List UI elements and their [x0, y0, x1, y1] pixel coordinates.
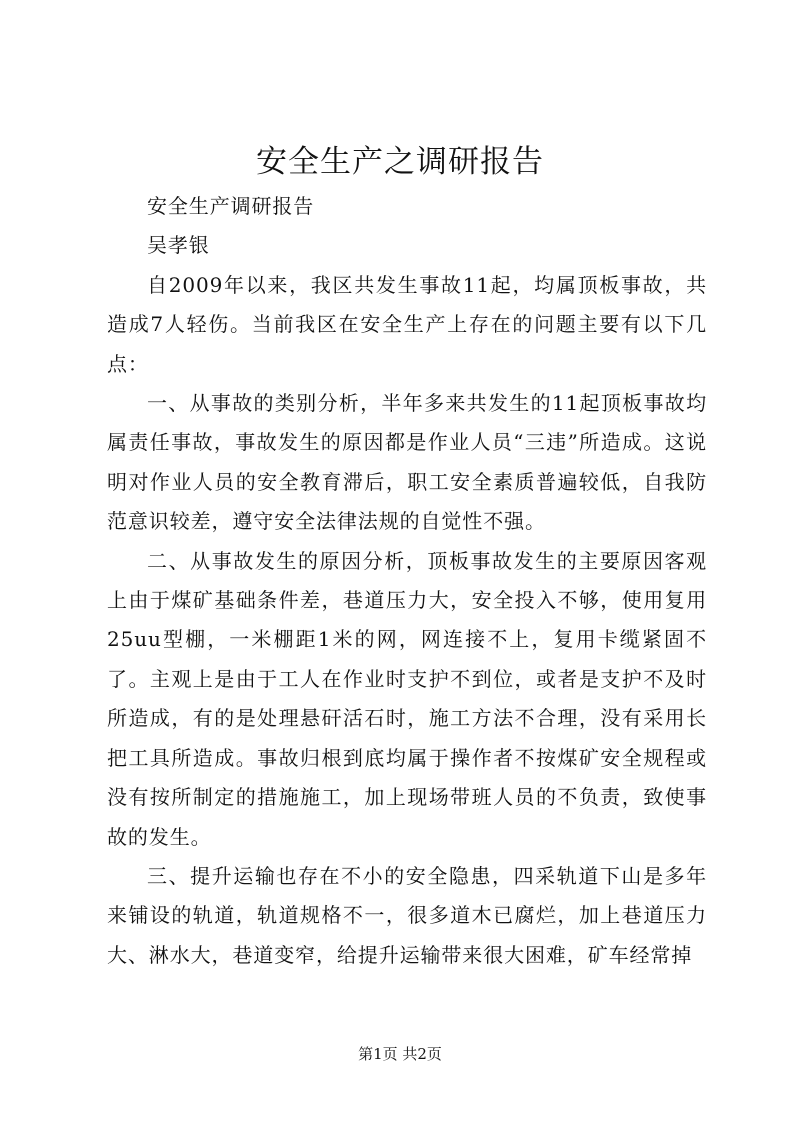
paragraph-point-2: 二、从事故发生的原因分析，顶板事故发生的主要原因客观上由于煤矿基础条件差，巷道压力大，安全投入不够，使用复用25uu型棚，一米棚距1米的网，网连接不上，复用卡缆紧固不了。主观上是由于工人在作业时支护不到位，或者是支护不及时所造成，有的是处理悬矸活石时，施工方法不合理，没有采用长把工具所造成。事故归根到底均属于操作者不按煤矿安全规程或没有按所制定的措施施工，加上现场带班人员的不负责，致使事故的发生。: [107, 548, 707, 849]
document-body: [107, 187, 707, 975]
document-title: 安全生产之调研报告: [256, 144, 544, 180]
author-line: 吴孝银: [147, 233, 210, 258]
subtitle-line: 安全生产调研报告: [147, 194, 315, 218]
paragraph-point-3: 三、提升运输也存在不小的安全隐患，四采轨道下山是多年来铺设的轨道，轨道规格不一，很多道木已腐烂，加上巷道压力大、淋水大，巷道变窄，给提升运输带来很大困难，矿车经常掉: [107, 863, 707, 967]
paragraph-intro: 自2009年以来，我区共发生事故11起，均属顶板事故，共造成7人轻伤。当前我区在安全生产上存在的问题主要有以下几点：: [107, 272, 707, 376]
paragraph-point-1: 一、从事故的类别分析，半年多来共发生的11起顶板事故均属责任事故，事故发生的原因都是作业人员“三违”所造成。这说明对作业人员的安全教育滞后，职工安全素质普遍较低，自我防范意识较差，遵守安全法律法规的自觉性不强。: [107, 391, 707, 534]
page-footer: 第1页 共2页: [358, 1045, 442, 1063]
